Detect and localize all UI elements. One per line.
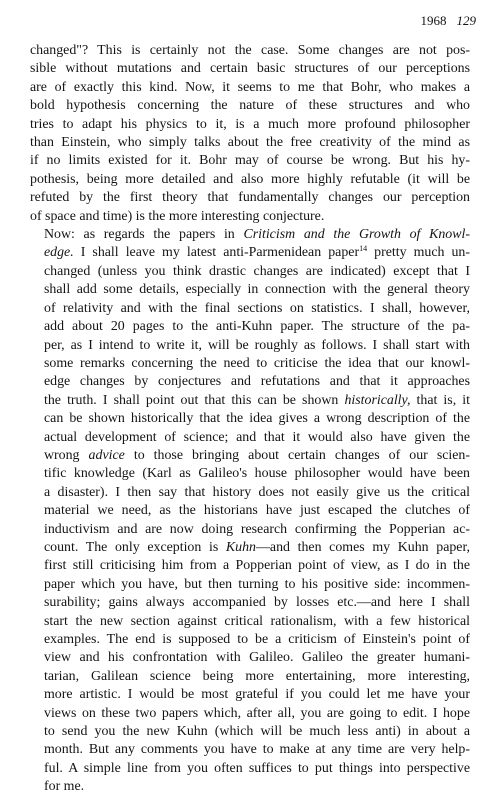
text-line — [30, 208, 470, 226]
text-run: first still criticising him from a Popperian point of view, as I do in the — [44, 558, 470, 574]
text-run: to send you the new Kuhn (which will be much less anti) in about a — [44, 724, 470, 740]
text-line — [30, 465, 470, 483]
text-run: ful. A simple line from you often suffices to put things into perspective — [44, 760, 470, 776]
text-line — [30, 152, 470, 170]
text-line — [30, 447, 470, 465]
body-text — [30, 42, 470, 797]
text-line — [30, 484, 470, 502]
text-line — [30, 723, 470, 741]
text-run: surability; gains always accompanied by losses etc.—and here I shall — [44, 595, 470, 611]
text-run: changed (unless you think drastic changes are indicated) except that I — [44, 263, 470, 279]
text-run: tarian, Galilean science being more entertaining, more interesting, — [44, 668, 470, 684]
text-run: more artistic. I would be most grateful if you could let me have your — [44, 687, 470, 703]
text-line — [30, 686, 470, 704]
text-line — [30, 97, 470, 115]
text-line — [30, 778, 470, 796]
text-run: than Einstein, who simply talks about the free creativity of the mind as — [30, 135, 470, 151]
text-line — [30, 668, 470, 686]
text-run: pothesis, being more detailed and also more highly refutable (it will be — [30, 171, 470, 187]
text-run: some remarks concerning the need to criticise the idea that our knowl- — [44, 355, 470, 371]
text-run: per, as I intend to write it, will be roughly as follows. I shall start with — [44, 337, 470, 353]
text-run: actual development of science; and that it would also have given the — [44, 429, 470, 445]
text-line — [30, 226, 470, 244]
text-line — [30, 60, 470, 78]
paragraph — [30, 226, 470, 797]
text-run: I shall leave my latest anti-Parmenidean paper — [73, 245, 360, 261]
text-run: can be shown historically that the idea gives a wrong description of the — [44, 411, 470, 427]
text-line — [30, 741, 470, 759]
italic-run: Criticism and the Growth of Knowl- — [243, 227, 470, 243]
text-run: shall add some details, especially in connection with the general theory — [44, 282, 470, 298]
text-line — [30, 649, 470, 667]
text-line — [30, 116, 470, 134]
text-run: paper which you have, but then turning to his positive side: incommen- — [44, 576, 470, 592]
text-line — [30, 557, 470, 575]
text-run: month. But any comments you have to make at any time are very help- — [44, 742, 470, 758]
text-run: changed"? This is certainly not the case. Some changes are not pos- — [30, 43, 470, 58]
text-line — [30, 410, 470, 428]
running-header — [421, 13, 477, 29]
text-run: views on these two papers which, after all, you are going to edit. I hope — [44, 705, 470, 721]
text-line — [30, 42, 470, 60]
text-line — [30, 281, 470, 299]
text-line — [30, 318, 470, 336]
text-run: count. The only exception is — [44, 539, 226, 555]
text-run: of space and time) is the more interesting conjecture. — [30, 208, 325, 224]
text-line — [30, 613, 470, 631]
text-line — [30, 705, 470, 723]
text-line — [30, 300, 470, 318]
text-run: wrong — [44, 447, 89, 463]
italic-run: edge. — [44, 245, 74, 261]
text-run: to those bringing about certain changes of our scien- — [124, 447, 471, 463]
text-run: that is, it — [410, 392, 470, 408]
footnote-ref[interactable]: 14 — [359, 244, 368, 254]
text-line — [30, 429, 470, 447]
text-run: Now: as regards the papers in — [44, 227, 244, 243]
text-line — [30, 263, 470, 281]
page-number: 129 — [456, 13, 476, 28]
text-run: examples. The end is supposed to be a criticism of Einstein's point of — [44, 632, 470, 647]
text-run: bold hypothesis concerning the nature of these structures and who — [30, 98, 470, 114]
text-line — [30, 594, 470, 612]
italic-run: advice — [88, 447, 125, 463]
text-line — [30, 134, 470, 152]
text-run: of relativity and with the final sections on statistics. I shall, however, — [44, 300, 470, 316]
text-line — [30, 355, 470, 373]
text-line — [30, 392, 470, 410]
paragraph — [30, 42, 470, 226]
text-run: add about 20 pages to the anti-Kuhn paper. The structure of the pa- — [44, 319, 470, 335]
text-line — [30, 521, 470, 539]
text-line — [30, 244, 470, 262]
text-run: tries to adapt his physics to it, is a much more profound philosopher — [30, 116, 470, 132]
text-run: for me. — [44, 779, 85, 795]
text-run: if no limits existed for it. Bohr may of course be wrong. But his hy- — [30, 153, 470, 169]
text-line — [30, 502, 470, 520]
text-run: pretty much un- — [367, 245, 470, 261]
text-line — [30, 539, 470, 557]
text-run: edge changes by conjectures and refutations and that it approaches — [44, 374, 470, 390]
text-run: material we need, as the historians have just escaped the clutches of — [44, 503, 470, 519]
text-run: the truth. I shall point out that this can be shown — [44, 392, 345, 408]
text-line — [30, 576, 470, 594]
text-run: —and then comes my Kuhn paper, — [256, 539, 471, 555]
text-line — [30, 631, 470, 649]
text-run: sible without mutations and certain basic structures of our perceptions — [30, 61, 470, 77]
text-run: are of exactly this kind. Now, it seems to me that Bohr, who makes a — [30, 79, 470, 95]
italic-run: Kuhn — [225, 539, 257, 555]
text-run: refuted by the first theory that fundamentally changes our perception — [30, 190, 470, 206]
text-run: inductivism and are now doing research confirming the Popperian ac- — [44, 521, 470, 537]
text-line — [30, 373, 470, 391]
text-line — [30, 337, 470, 355]
italic-run: historically, — [344, 392, 411, 408]
text-line — [30, 171, 470, 189]
text-run: a disaster). I then say that history does not easily give us the critical — [44, 484, 470, 500]
text-run: view and his confrontation with Galileo. Galileo the greater humani- — [44, 650, 470, 666]
text-line — [30, 79, 470, 97]
text-line — [30, 760, 470, 778]
text-line — [30, 189, 470, 207]
header-year: 1968 — [420, 13, 447, 28]
text-run: start the new section against critical rationalism, with a few historical — [44, 613, 470, 629]
text-run: tific knowledge (Karl as Galileo's house philosopher would have been — [44, 466, 470, 482]
